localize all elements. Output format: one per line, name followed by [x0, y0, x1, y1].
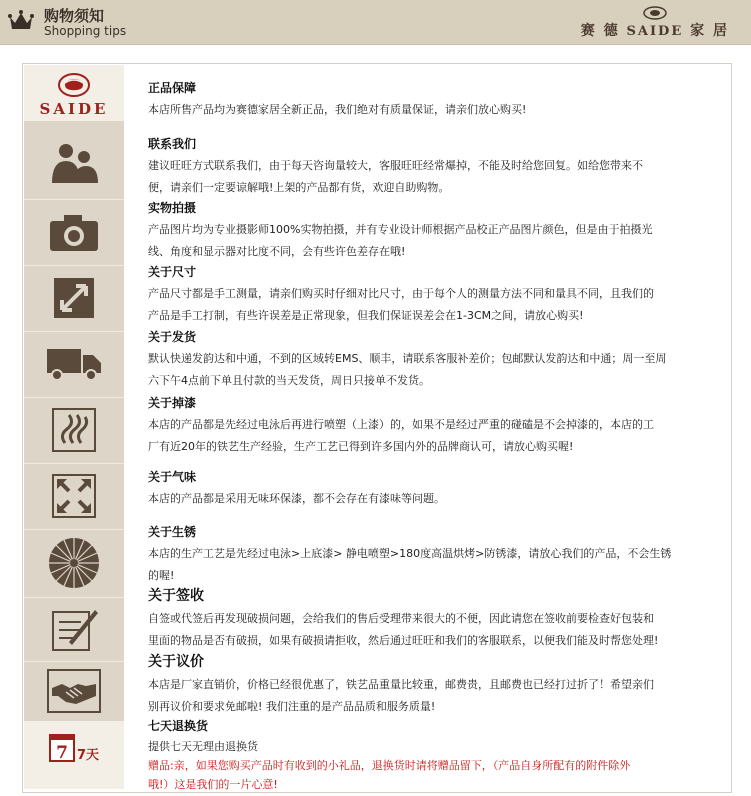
section-text: 本店的产品都是采用无味环保漆，都不会存在有漆味等问题。: [148, 492, 445, 505]
header-subtitle: Shopping tips: [44, 24, 127, 38]
section-title: 七天退换货: [148, 719, 209, 733]
brand-logo-icon: [642, 6, 668, 20]
section-text: 厂有近20年的铁艺生产经验，生产工艺已得到许多国内外的品牌商认可，请放心购买喔!: [148, 440, 574, 453]
sidebar-divider: [24, 529, 124, 530]
sidebar-divider: [24, 463, 124, 464]
section-photo: [148, 200, 718, 263]
saide-logo-text: SAIDE: [39, 100, 109, 118]
section-rust: [148, 524, 718, 587]
section-text: 提供七天无理由退换货: [148, 740, 258, 753]
header-title: 购物须知: [44, 7, 105, 25]
section-text: 本店是厂家直销价，价格已经很优惠了，铁艺品重量比较重，邮费贵，且邮费也已经打过折了！希望亲们: [148, 678, 654, 691]
section-title: 关于掉漆: [148, 396, 197, 410]
section-text: 别再议价和要求免邮啦! 我们注重的是产品品质和服务质量!: [148, 700, 436, 713]
section-text: 线、角度和显示器对比度不同，会有些许色差存在哦!: [148, 245, 406, 258]
gift-notice: 赠品:亲，如果您购买产品时有收到的小礼品，退换货时请将赠品留下，（产品自身所配有的附件除外: [148, 759, 631, 772]
section-text: 默认快递发韵达和中通，不到的区域转EMS、顺丰，请联系客服补差价；包邮默认发韵达和中通；周一至周: [148, 352, 667, 365]
calendar-day: 7: [56, 743, 68, 763]
truck-icon: [47, 347, 101, 381]
sidebar-divider: [24, 265, 124, 266]
sidebar-logo: [24, 65, 124, 121]
sidebar-divider: [24, 661, 124, 662]
section-title: 关于生锈: [148, 525, 197, 539]
section-title: 实物拍摄: [148, 201, 197, 215]
section-text: 本店的产品都是先经过电泳后再进行喷塑（上漆）的，如果不是经过严重的碰磕是不会掉漆的，本店的工: [148, 418, 654, 431]
sidebar-cell-paint: [24, 399, 124, 461]
sidebar-divider: [24, 199, 124, 200]
calendar-label: 7天: [77, 748, 100, 763]
sidebar-cell-shipping: [24, 333, 124, 395]
brand-right: 家 居: [690, 23, 729, 39]
crown-icon: [8, 9, 34, 33]
handshake-icon: [46, 668, 102, 714]
brand-left: 赛 德: [580, 23, 620, 39]
pen-paper-icon: [49, 606, 99, 652]
section-title: 关于气味: [148, 470, 197, 484]
header-brand: [581, 20, 729, 40]
section-paint: [148, 395, 718, 458]
section-text: 产品尺寸都是手工测量，请亲们购买时仔细对比尺寸，由于每个人的测量方法不同和量具不同，且我们的: [148, 287, 654, 300]
section-text: 便，请亲们一定要谅解哦!上架的产品都有货，欢迎自助购物。: [148, 181, 450, 194]
sidebar-cell-price: [24, 663, 124, 719]
saide-logo-icon: [24, 65, 124, 121]
section-title: 正品保障: [148, 81, 197, 95]
sidebar-cell-sign: [24, 599, 124, 659]
section-title: 关于议价: [148, 654, 204, 670]
section-text: 里面的物品是否有破损，如果有破损请拒收，然后通过旺旺和我们的客服联系，以便我们能及时帮您处理!: [148, 634, 659, 647]
section-text: 产品图片均为专业摄影师100%实物拍摄，并有专业设计师根据产品校正产品图片颜色，但是由于拍摄光: [148, 223, 653, 236]
section-price: [148, 653, 718, 718]
gift-notice: 哦!）这是我们的一片心意!: [148, 778, 278, 791]
section-text: 自签或代签后再发现破损问题，会给我们的售后受理带来很大的不便，因此请您在签收前要检查好包装和: [148, 612, 654, 625]
section-title: 联系我们: [148, 137, 197, 151]
section-shipping: [148, 329, 718, 392]
section-odor: [148, 469, 718, 510]
sidebar-cell-rust: [24, 531, 124, 595]
section-sign: [148, 587, 718, 652]
brand-mid: SAIDE: [626, 24, 684, 39]
sidebar-cell-photo: [24, 201, 124, 265]
section-text: 建议旺旺方式联系我们，由于每天咨询量较大，客服旺旺经常爆掉，不能及时给您回复。如给您带来不: [148, 159, 643, 172]
sidebar: [24, 65, 124, 789]
sidebar-divider: [24, 597, 124, 598]
sidebar-cell-odor: [24, 465, 124, 527]
section-text: 六下午4点前下单且付款的当天发货，周日只接单不发货。: [148, 374, 430, 387]
camera-icon: [48, 213, 100, 253]
section-contact: [148, 136, 718, 199]
section-return: [148, 718, 718, 794]
section-text: 本店所售产品均为赛德家居全新正品，我们绝对有质量保证，请亲们放心购买!: [148, 103, 527, 116]
sunburst-icon: [48, 537, 100, 589]
expand-arrows-icon: [51, 473, 97, 519]
resize-arrow-icon: [52, 276, 96, 320]
section-title: 关于发货: [148, 330, 197, 344]
sidebar-cell-return: [24, 721, 124, 789]
section-text: 的喔!: [148, 569, 175, 582]
calendar-icon: [24, 721, 124, 789]
sidebar-cell-contact: [24, 131, 124, 195]
smoke-icon: [51, 407, 97, 453]
section-size: [148, 264, 718, 327]
people-icon: [48, 141, 100, 185]
section-text: 产品是手工打制，有些许误差是正常现象，但我们保证误差会在1-3CM之间，请放心购买!: [148, 309, 584, 322]
section-title: 关于尺寸: [148, 265, 197, 279]
section-text: 本店的生产工艺是先经过电泳>上底漆> 静电喷塑>180度高温烘烤>防锈漆，请放心我们的产品，不会生锈: [148, 547, 672, 560]
sidebar-divider: [24, 331, 124, 332]
section-title: 关于签收: [148, 588, 204, 604]
sidebar-divider: [24, 397, 124, 398]
sidebar-cell-size: [24, 267, 124, 329]
section-authentic: [148, 80, 718, 121]
page-header: [0, 0, 751, 45]
